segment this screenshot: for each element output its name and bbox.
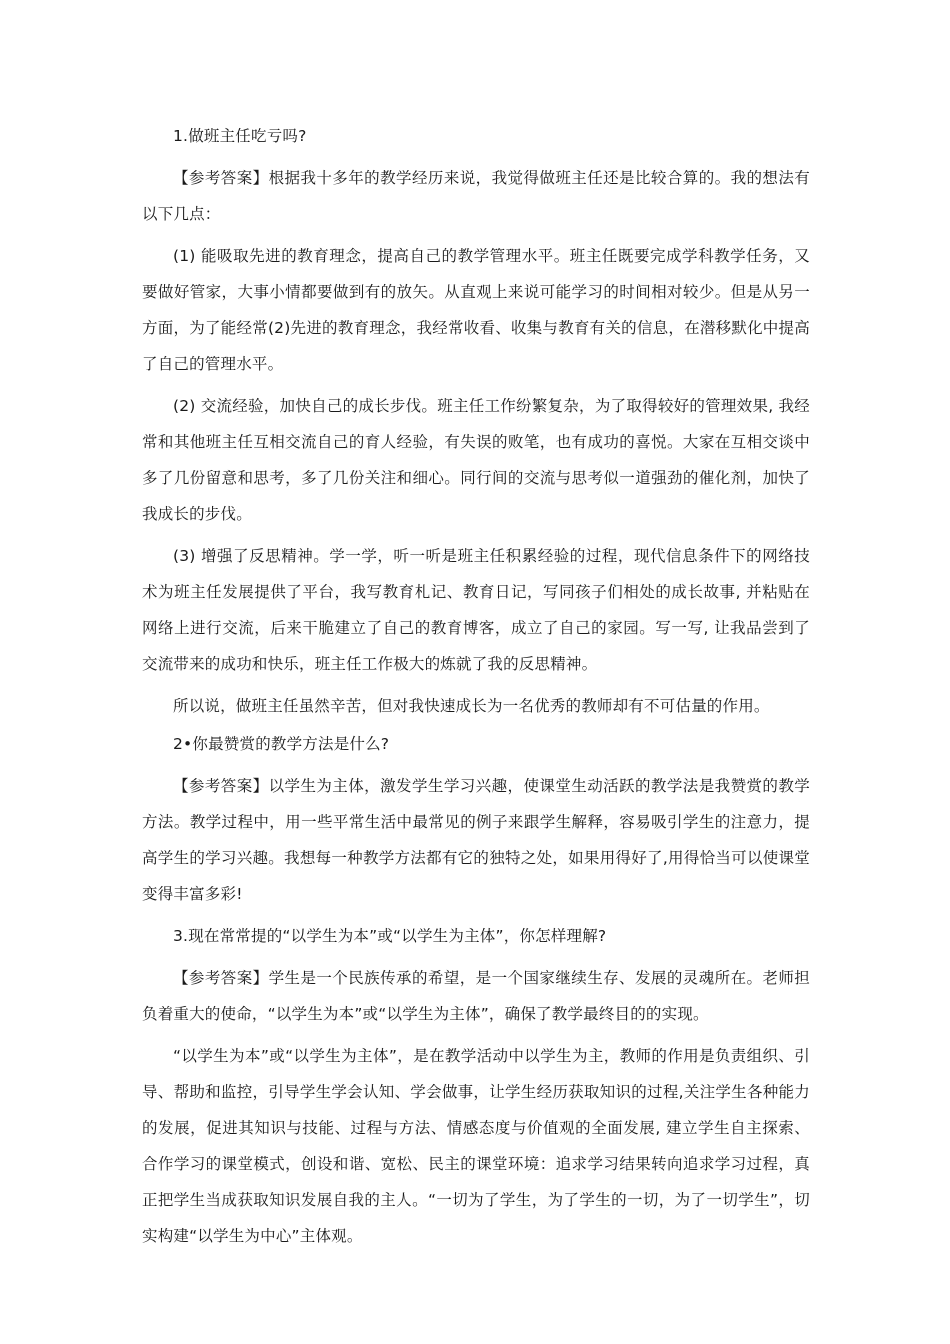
answer-1-conclusion: 所以说，做班主任虽然辛苦，但对我快速成长为一名优秀的教师却有不可估量的作用。 — [173, 697, 770, 715]
document-body — [142, 118, 810, 1254]
answer-1-point-2: (2) 交流经验，加快自己的成长步伐。班主任工作纷繁复杂，为了取得较好的管理效果, 我经常和其他班主任互相交流自己的育人经验，有失误的败笔，也有成功的喜悦。大家在互相交谈中多了几份留意和思考，多了几份关注和细心。同行间的交流与思考似一道强劲的催化剂，加快了我成长的步伐。 — [142, 397, 810, 523]
question-2: 2•你最赞赏的教学方法是什么? — [173, 735, 390, 753]
question-1: 1.做班主任吃亏吗? — [173, 127, 307, 145]
answer-1-intro: 【参考答案】根据我十多年的教学经历来说，我觉得做班主任还是比较合算的。我的想法有以下几点： — [142, 169, 810, 223]
answer-1-point-3: (3) 增强了反思精神。学一学，听一听是班主任积累经验的过程，现代信息条件下的网络技术为班主任发展提供了平台，我写教育札记、教育日记，写同孩子们相处的成长故事, 并粘贴在网络上进行交流，后来干脆建立了自己的教育博客，成立了自己的家园。写一写, 让我品尝到了交流带来的成功和快乐，班主任工作极大的炼就了我的反思精神。 — [142, 547, 810, 673]
answer-2: 【参考答案】以学生为主体，激发学生学习兴趣，使课堂生动活跃的教学法是我赞赏的教学方法。教学过程中，用一些平常生活中最常见的例子来跟学生解释，容易吸引学生的注意力，提高学生的学习兴趣。我想每一种教学方法都有它的独特之处，如果用得好了,用得恰当可以使课堂变得丰富多彩! — [142, 777, 810, 903]
question-3: 3.现在常常提的“以学生为本”或“以学生为主体”，你怎样理解? — [173, 927, 607, 945]
answer-1-point-1: (1) 能吸取先进的教育理念，提高自己的教学管理水平。班主任既要完成学科教学任务，又要做好管家，大事小情都要做到有的放矢。从直观上来说可能学习的时间相对较少。但是从另一方面，为了能经常(2)先进的教育理念，我经常收看、收集与教育有关的信息，在潜移默化中提高了自己的管理水平。 — [142, 247, 810, 373]
answer-3-intro: 【参考答案】学生是一个民族传承的希望，是一个国家继续生存、发展的灵魂所在。老师担负着重大的使命，“以学生为本”或“以学生为主体”，确保了教学最终目的的实现。 — [142, 969, 810, 1023]
answer-3-detail: “以学生为本”或“以学生为主体”，是在教学活动中以学生为主，教师的作用是负责组织、引导、帮助和监控，引导学生学会认知、学会做事，让学生经历获取知识的过程,关注学生各种能力的发展，促进其知识与技能、过程与方法、情感态度与价值观的全面发展, 建立学生自主探索、合作学习的课堂模式，创设和谐、宽松、民主的课堂环境：追求学习结果转向追求学习过程，真正把学生当成获取知识发展自我的主人。“一切为了学生，为了学生的一切，为了一切学生”，切实构建“以学生为中心”主体观。 — [142, 1047, 810, 1245]
